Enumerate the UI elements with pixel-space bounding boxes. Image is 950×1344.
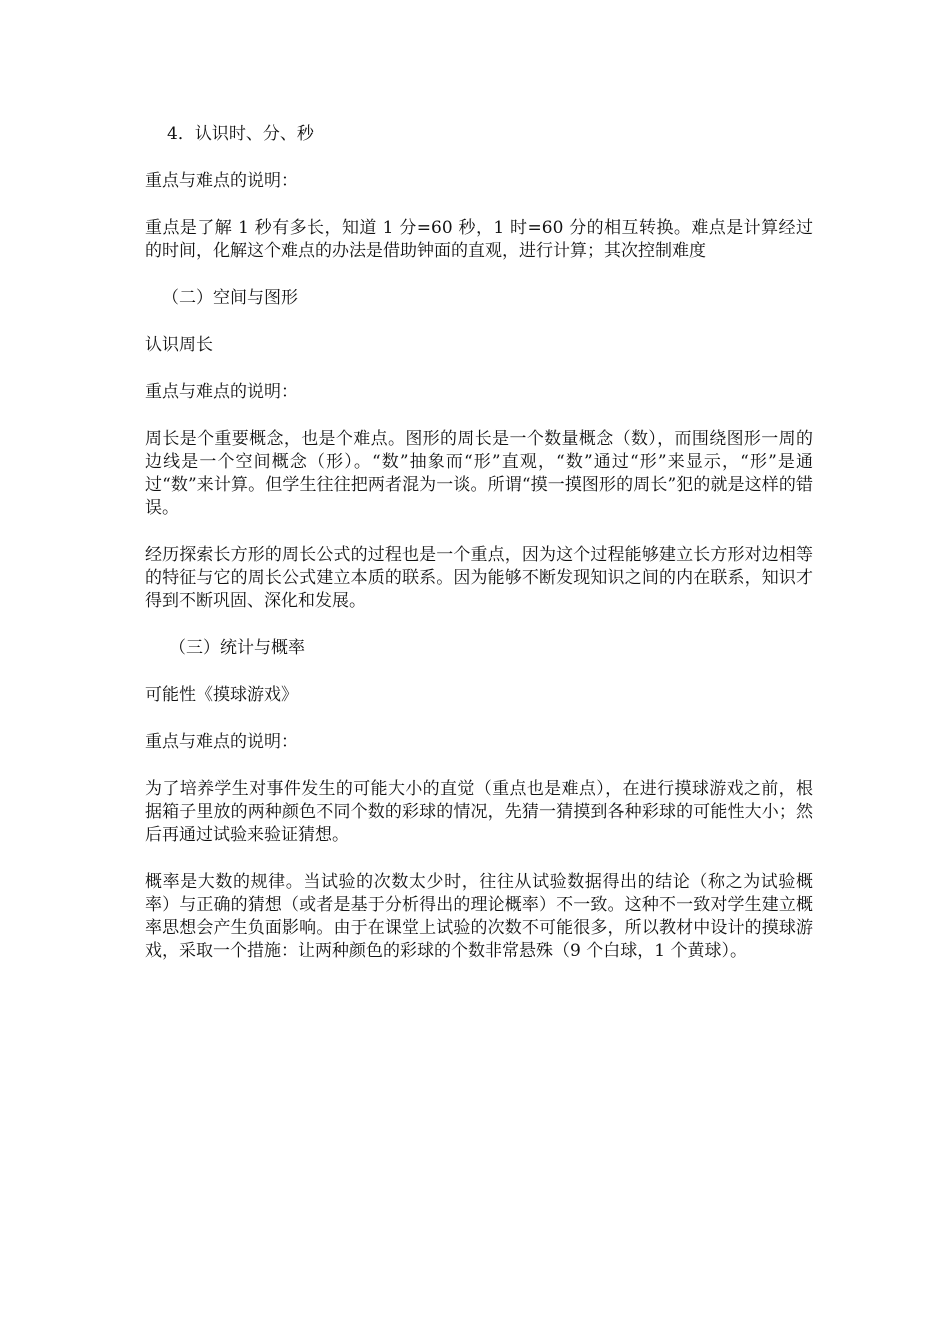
body-perimeter-1: 周长是个重要概念，也是个难点。图形的周长是一个数量概念（数），而围绕图形一周的边线是一个空间概念（形）。“数”抽象而“形”直观，“数”通过“形”来显示，“形”是通过“数”来计算。但学生往往把两者混为一谈。所谓“摸一摸图形的周长”犯的就是这样的错误。 bbox=[145, 429, 813, 518]
topic-perimeter: 认识周长 bbox=[145, 335, 213, 355]
body-probability-2: 概率是大数的规律。当试验的次数太少时，往往从试验数据得出的结论（称之为试验概率）与正确的猜想（或者是基于分析得出的理论概率）不一致。这种不一致对学生建立概率思想会产生负面影响。由于在课堂上试验的次数不可能很多，所以教材中设计的摸球游戏，采取一个措施：让两种颜色的彩球的个数非常悬殊（9 个白球，1 个黄球）。 bbox=[145, 872, 813, 961]
body-time: 重点是了解 1 秒有多长，知道 1 分=60 秒，1 时=60 分的相互转换。难点是计算经过的时间，化解这个难点的办法是借助钟面的直观，进行计算；其次控制难度 bbox=[145, 218, 813, 261]
label-perimeter: 重点与难点的说明： bbox=[145, 382, 298, 402]
body-perimeter-2: 经历探索长方形的周长公式的过程也是一个重点，因为这个过程能够建立长方形对边相等的特征与它的周长公式建立本质的联系。因为能够不断发现知识之间的内在联系，知识才得到不断巩固、深化和发展。 bbox=[145, 545, 813, 611]
body-probability-1: 为了培养学生对事件发生的可能大小的直觉（重点也是难点），在进行摸球游戏之前，根据箱子里放的两种颜色不同个数的彩球的情况，先猜一猜摸到各种彩球的可能性大小；然后再通过试验来验证猜想。 bbox=[145, 779, 813, 845]
section-statistics-probability: （三）统计与概率 bbox=[169, 638, 305, 658]
section-space-shape: （二）空间与图形 bbox=[162, 288, 298, 308]
document-page bbox=[145, 123, 813, 987]
heading-time: 4．认识时、分、秒 bbox=[167, 124, 314, 144]
topic-probability: 可能性《摸球游戏》 bbox=[145, 685, 298, 705]
label-probability: 重点与难点的说明： bbox=[145, 732, 298, 752]
label-time: 重点与难点的说明： bbox=[145, 171, 298, 191]
